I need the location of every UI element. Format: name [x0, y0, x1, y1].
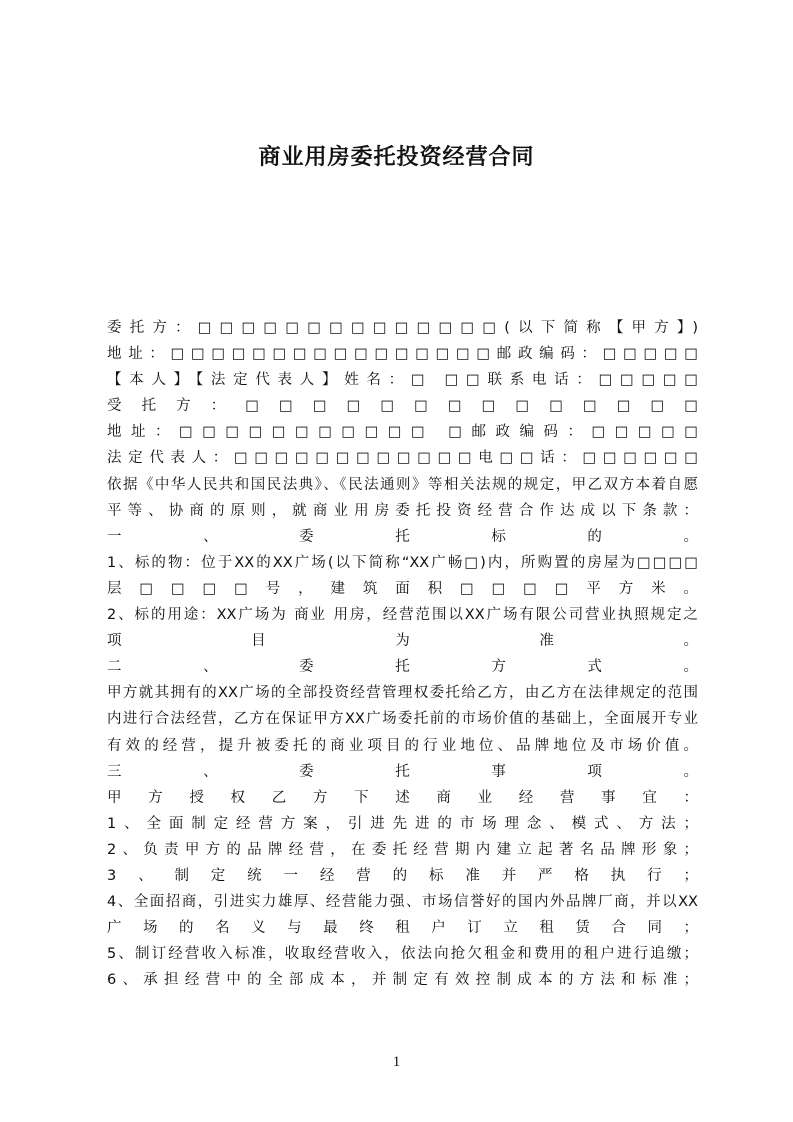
contract-line: 法定代表人：□□□□□□□□□□□□电□□话：□□□□□□ [107, 450, 698, 467]
contract-line: 内进行合法经营，乙方在保证甲方XX广场委托前的市场价值的基础上，全面展开专业 [107, 711, 698, 728]
contract-line: 地址：□□□□□□□□□□□ □邮政编码：□□□□□ [107, 424, 698, 441]
contract-line: 4、全面招商，引进实力雄厚、经营能力强、市场信誉好的国内外品牌厂商，并以XX [107, 894, 698, 911]
contract-body [107, 315, 698, 993]
contract-line: 地址：□□□□□□□□□□□□□□□□邮政编码：□□□□□ [107, 346, 698, 363]
page-number: 1 [392, 1054, 401, 1070]
contract-line: 有效的经营，提升被委托的商业项目的行业地位、品牌地位及市场价值。 [107, 737, 698, 754]
contract-line: 广场的名义与最终租户订立租赁合同； [107, 920, 698, 937]
contract-line: 依据《中华人民共和国民法典》、《民法通则》等相关法规的规定，甲乙双方本着自愿 [107, 476, 698, 493]
section-heading: 三、委托事项。 [107, 763, 698, 780]
contract-line: 受托方：□□□□□□□□□□□□□□ [107, 398, 698, 415]
contract-line: 3、制定统一经营的标准并严格执行； [107, 867, 698, 884]
contract-line: 1、全面制定经营方案，引进先进的市场理念、模式、方法； [107, 815, 698, 832]
section-heading: 二、委托方式。 [107, 659, 698, 676]
contract-line: 5、制订经营收入标准，收取经营收入，依法向抢欠租金和费用的租户进行追缴； [107, 946, 698, 963]
contract-line: 2、标的用途：XX广场为 商业 用房，经营范围以XX广场有限公司营业执照规定之 [107, 607, 698, 624]
contract-line: 平等、协商的原则，就商业用房委托投资经营合作达成以下条款： [107, 502, 698, 519]
contract-line: 项目为准。 [107, 633, 698, 650]
section-heading: 一、委托标的。 [107, 528, 698, 545]
contract-line: 【本人】【法定代表人】姓名：□ □□联系电话：□□□□□ [107, 372, 698, 389]
contract-line: 甲方授权乙方下述商业经营事宜： [107, 789, 698, 806]
contract-line: 2、负责甲方的品牌经营，在委托经营期内建立起著名品牌形象； [107, 841, 698, 858]
contract-line: 甲方就其拥有的XX广场的全部投资经营管理权委托给乙方，由乙方在法律规定的范围 [107, 685, 698, 702]
contract-line: 层□□□□号，建筑面积□□□□平方米。 [107, 580, 698, 597]
contract-line: 1、标的物：位于XX的XX广场(以下简称“XX广畅□)内，所购置的房屋为□□□□ [107, 554, 698, 571]
contract-line: 委托方：□□□□□□□□□□□□□□(以下简称【甲方】) [107, 320, 698, 336]
contract-line: 6、承担经营中的全部成本，并制定有效控制成本的方法和标准； [107, 972, 698, 989]
document-title: 商业用房委托投资经营合同 [258, 145, 535, 170]
